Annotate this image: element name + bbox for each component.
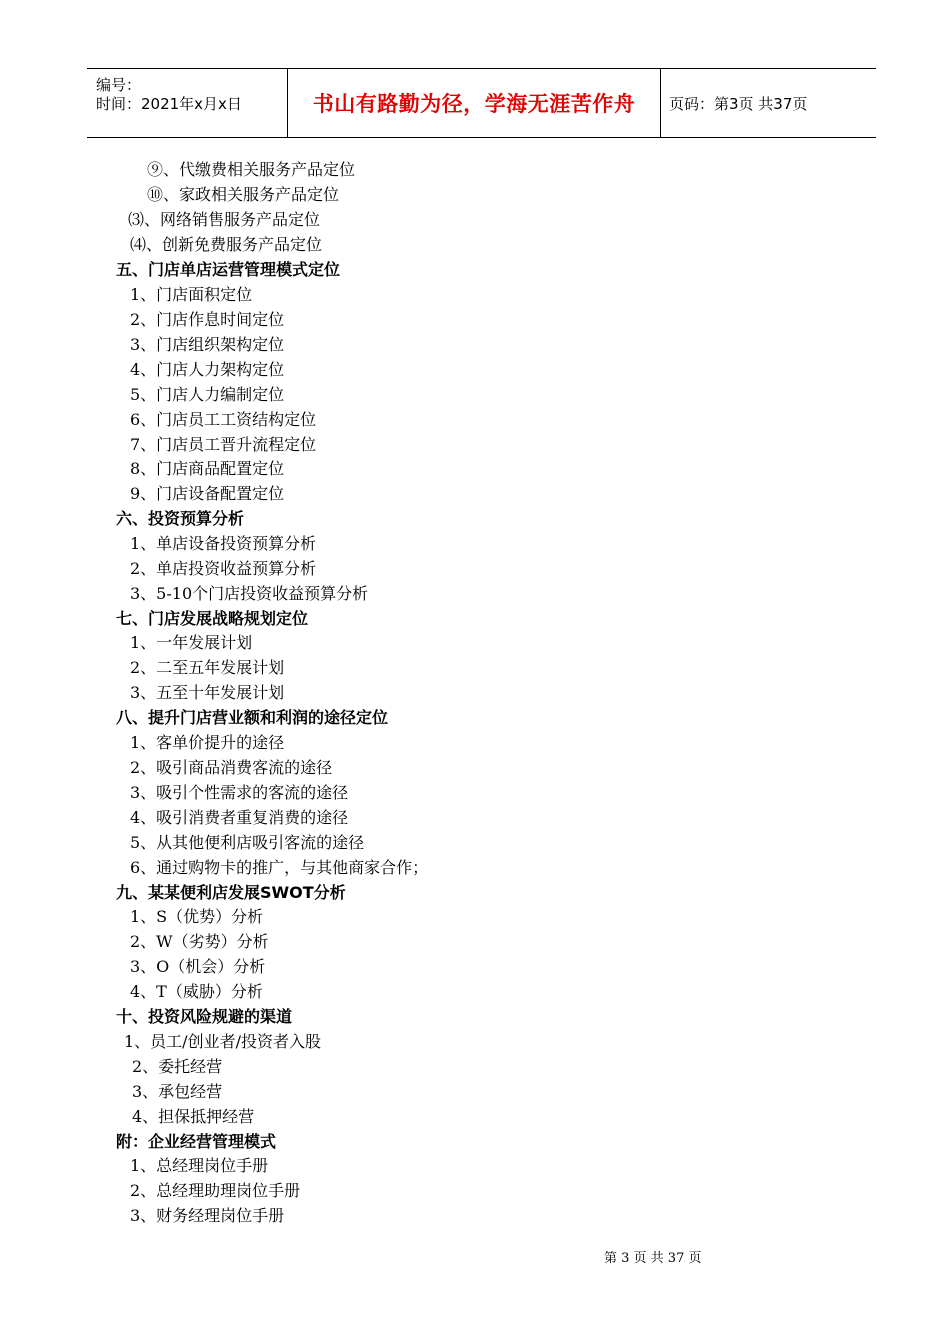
page-footer: 第 3 页 共 37 页 <box>604 1251 702 1266</box>
header-meta <box>87 69 288 137</box>
outline-item: ⑶、网络销售服务产品定位 <box>128 210 321 229</box>
outline-item: 3、五至十年发展计划 <box>130 683 285 702</box>
section-heading: 十、投资风险规避的渠道 <box>116 1007 293 1026</box>
outline-item: 2、门店作息时间定位 <box>130 310 285 329</box>
motto: 书山有路勤为径，学海无涯苦作舟 <box>312 92 636 116</box>
number-label: 编号： <box>96 76 142 94</box>
date-label: 时间：2021年x月x日 <box>96 95 242 113</box>
outline-item: 2、二至五年发展计划 <box>130 658 285 677</box>
outline-item: 5、从其他便利店吸引客流的途径 <box>130 833 365 852</box>
outline-item: 1、客单价提升的途径 <box>130 733 285 752</box>
page-header <box>87 68 876 138</box>
section-heading: 六、投资预算分析 <box>116 509 245 528</box>
outline-item: 7、门店员工晋升流程定位 <box>130 435 317 454</box>
outline-item: 3、O（机会）分析 <box>130 957 266 976</box>
outline-item: 2、委托经营 <box>132 1057 223 1076</box>
outline-item: 2、吸引商品消费客流的途径 <box>130 758 333 777</box>
section-heading: 附：企业经营管理模式 <box>116 1132 277 1151</box>
outline-item: 4、T（威胁）分析 <box>130 982 263 1001</box>
outline-item: 1、S（优势）分析 <box>130 907 264 926</box>
outline-item: 1、员工/创业者/投资者入股 <box>124 1032 321 1051</box>
outline-item: 3、财务经理岗位手册 <box>130 1206 285 1225</box>
header-motto-cell <box>288 69 661 137</box>
outline-item: 2、W（劣势）分析 <box>130 932 269 951</box>
outline-item: 4、担保抵押经营 <box>132 1107 255 1126</box>
outline-item: 6、门店员工工资结构定位 <box>130 410 317 429</box>
section-heading: 五、门店单店运营管理模式定位 <box>116 260 341 279</box>
outline-item: 4、吸引消费者重复消费的途径 <box>130 808 349 827</box>
header-page-cell <box>661 69 876 137</box>
section-heading: 七、门店发展战略规划定位 <box>116 609 309 628</box>
section-heading: 九、某某便利店发展SWOT分析 <box>116 883 346 902</box>
outline-item: 6、通过购物卡的推广，与其他商家合作； <box>130 858 429 877</box>
outline-item: 5、门店人力编制定位 <box>130 385 285 404</box>
outline-item: 3、5-10个门店投资收益预算分析 <box>130 584 369 603</box>
outline-item: 3、门店组织架构定位 <box>130 335 285 354</box>
section-heading: 八、提升门店营业额和利润的途径定位 <box>116 708 389 727</box>
outline-item: 1、总经理岗位手册 <box>130 1156 269 1175</box>
outline-item: ⑩、家政相关服务产品定位 <box>147 185 340 204</box>
outline-item: ⑨、代缴费相关服务产品定位 <box>147 160 356 179</box>
outline-item: 4、门店人力架构定位 <box>130 360 285 379</box>
outline-item: 2、单店投资收益预算分析 <box>130 559 317 578</box>
outline-item: 3、承包经营 <box>132 1082 223 1101</box>
outline-item: 9、门店设备配置定位 <box>130 484 285 503</box>
page-info: 页码：第3页 共37页 <box>669 94 808 113</box>
outline-item: 1、门店面积定位 <box>130 285 253 304</box>
outline-item: 8、门店商品配置定位 <box>130 459 285 478</box>
outline-item: ⑷、创新免费服务产品定位 <box>130 235 323 254</box>
outline-item: 1、单店设备投资预算分析 <box>130 534 317 553</box>
outline-item: 2、总经理助理岗位手册 <box>130 1181 301 1200</box>
outline-item: 3、吸引个性需求的客流的途径 <box>130 783 349 802</box>
outline-item: 1、一年发展计划 <box>130 633 253 652</box>
